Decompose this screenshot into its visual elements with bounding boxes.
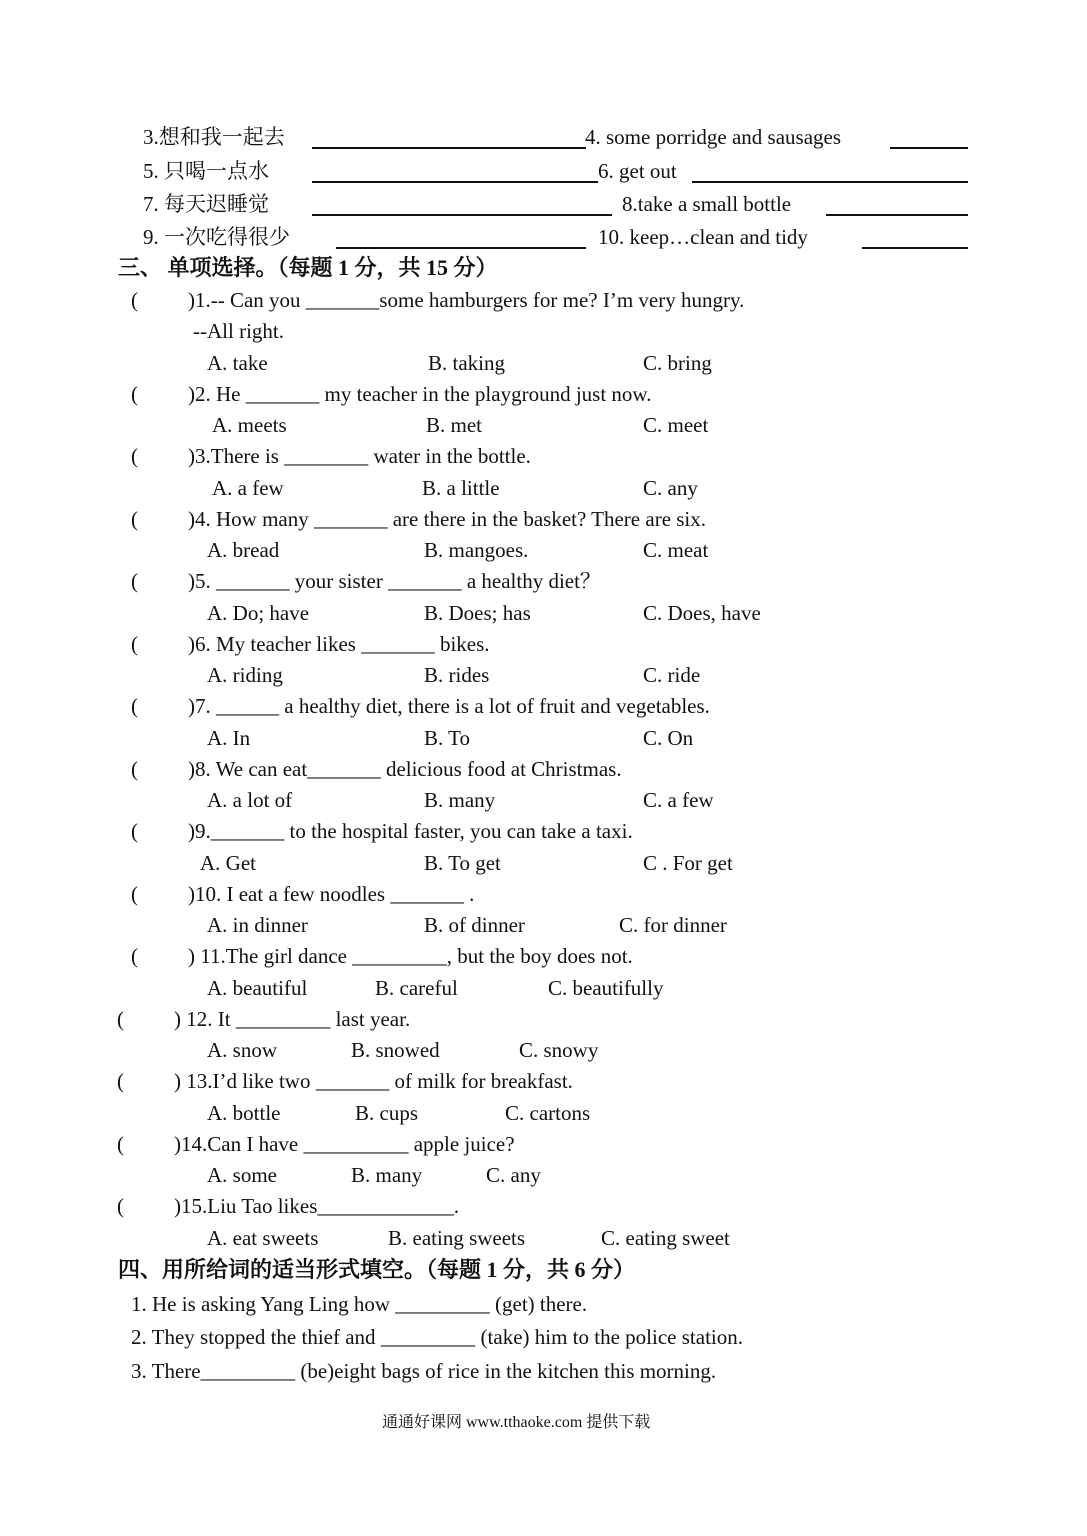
option-b[interactable]: B. Does; has xyxy=(424,601,531,625)
question-stem: )2. He _______ my teacher in the playground just now. xyxy=(188,382,652,406)
option-c[interactable]: C. meet xyxy=(643,413,709,437)
option-c[interactable]: C. beautifully xyxy=(548,976,664,1000)
option-a[interactable]: A. Get xyxy=(200,851,256,875)
question-stem: )3.There is ________ water in the bottle. xyxy=(188,444,531,468)
option-c[interactable]: C. bring xyxy=(643,351,712,375)
question-stem: ) 13.I’d like two _______ of milk for breakfast. xyxy=(174,1069,573,1093)
option-c[interactable]: C. snowy xyxy=(519,1038,599,1062)
answer-line[interactable] xyxy=(336,247,586,249)
question-stem: )5. _______ your sister _______ a healthy diet？ xyxy=(188,569,601,593)
option-a[interactable]: A. eat sweets xyxy=(207,1226,319,1250)
option-b[interactable]: B. many xyxy=(424,788,496,812)
option-c[interactable]: C. Does, have xyxy=(643,601,761,625)
question-stem: )7. ______ a healthy diet, there is a lot of fruit and vegetables. xyxy=(188,694,710,718)
answer-paren[interactable]: ( xyxy=(131,882,138,906)
fill-in-item: 2. They stopped the thief and _________ (take) him to the police station. xyxy=(131,1325,743,1349)
answer-paren[interactable]: ( xyxy=(131,694,138,718)
answer-paren[interactable]: ( xyxy=(117,1007,124,1031)
option-c[interactable]: C. any xyxy=(643,476,698,500)
option-c[interactable]: C. meat xyxy=(643,538,709,562)
answer-paren[interactable]: ( xyxy=(131,444,138,468)
answer-line[interactable] xyxy=(692,181,968,183)
question-stem: )6. My teacher likes _______ bikes. xyxy=(188,632,490,656)
option-b[interactable]: B. a little xyxy=(422,476,500,500)
option-a[interactable]: A. In xyxy=(207,726,251,750)
answer-line[interactable] xyxy=(312,181,598,183)
answer-paren[interactable]: ( xyxy=(117,1132,124,1156)
vocab-item: 3.想和我一起去 xyxy=(143,125,285,149)
option-a[interactable]: A. a few xyxy=(212,476,284,500)
fill-in-item: 1. He is asking Yang Ling how _________ (get) there. xyxy=(131,1292,588,1316)
question-stem: ) 12. It _________ last year. xyxy=(174,1007,411,1031)
vocab-item: 6. get out xyxy=(598,159,677,183)
answer-paren[interactable]: ( xyxy=(131,757,138,781)
page-footer: 通通好课网 www.tthaoke.com 提供下载 xyxy=(382,1414,651,1431)
vocab-item: 8.take a small bottle xyxy=(622,192,792,216)
option-a[interactable]: A. meets xyxy=(212,413,287,437)
answer-paren[interactable]: ( xyxy=(131,944,138,968)
option-c[interactable]: C. On xyxy=(643,726,694,750)
fill-in-item: 3. There_________ (be)eight bags of rice in the kitchen this morning. xyxy=(131,1359,717,1383)
option-b[interactable]: B. snowed xyxy=(351,1038,440,1062)
option-b[interactable]: B. met xyxy=(426,413,482,437)
vocab-item: 7. 每天迟睡觉 xyxy=(143,192,269,216)
question-stem: )4. How many _______ are there in the basket? There are six. xyxy=(188,507,707,531)
option-b[interactable]: B. taking xyxy=(428,351,505,375)
answer-paren[interactable]: ( xyxy=(131,507,138,531)
vocab-item: 4. some porridge and sausages xyxy=(585,125,842,149)
answer-paren[interactable]: ( xyxy=(131,569,138,593)
answer-line[interactable] xyxy=(312,147,586,149)
question-stem: ) 11.The girl dance _________, but the boy does not. xyxy=(188,944,633,968)
answer-paren[interactable]: ( xyxy=(131,632,138,656)
question-stem: )1.-- Can you _______some hamburgers for me? I’m very hungry. xyxy=(188,288,745,312)
option-a[interactable]: A. bottle xyxy=(207,1101,281,1125)
option-a[interactable]: A. bread xyxy=(207,538,280,562)
answer-paren[interactable]: ( xyxy=(117,1069,124,1093)
vocab-item: 9. 一次吃得很少 xyxy=(143,225,290,249)
option-b[interactable]: B. cups xyxy=(355,1101,418,1125)
answer-paren[interactable]: ( xyxy=(117,1194,124,1218)
option-c[interactable]: C. a few xyxy=(643,788,714,812)
question-stem: )14.Can I have __________ apple juice? xyxy=(174,1132,515,1156)
question-stem: )9._______ to the hospital faster, you can take a taxi. xyxy=(188,819,633,843)
option-b[interactable]: B. mangoes. xyxy=(424,538,529,562)
option-c[interactable]: C. for dinner xyxy=(619,913,727,937)
option-a[interactable]: A. riding xyxy=(207,663,283,687)
option-a[interactable]: A. beautiful xyxy=(207,976,308,1000)
option-a[interactable]: A. take xyxy=(207,351,268,375)
answer-line[interactable] xyxy=(312,214,612,216)
answer-paren[interactable]: ( xyxy=(131,819,138,843)
option-c[interactable]: C . For get xyxy=(643,851,733,875)
option-b[interactable]: B. careful xyxy=(375,976,458,1000)
answer-line[interactable] xyxy=(890,147,968,149)
option-a[interactable]: A. Do; have xyxy=(207,601,310,625)
answer-line[interactable] xyxy=(862,247,968,249)
section4-heading: 四、用所给词的适当形式填空。（每题 1 分，共 6 分） xyxy=(118,1257,636,1282)
answer-paren[interactable]: ( xyxy=(131,288,138,312)
option-a[interactable]: A. snow xyxy=(207,1038,278,1062)
option-b[interactable]: B. To xyxy=(424,726,470,750)
section3-heading: 三、 单项选择。（每题 1 分，共 15 分） xyxy=(118,255,498,280)
option-c[interactable]: C. ride xyxy=(643,663,701,687)
option-b[interactable]: B. To get xyxy=(424,851,501,875)
option-b[interactable]: B. many xyxy=(351,1163,423,1187)
answer-paren[interactable]: ( xyxy=(131,382,138,406)
answer-line[interactable] xyxy=(826,214,968,216)
option-c[interactable]: C. any xyxy=(486,1163,541,1187)
option-a[interactable]: A. in dinner xyxy=(207,913,308,937)
option-c[interactable]: C. cartons xyxy=(505,1101,591,1125)
option-c[interactable]: C. eating sweet xyxy=(601,1226,730,1250)
vocab-item: 10. keep…clean and tidy xyxy=(598,225,808,249)
option-b[interactable]: B. eating sweets xyxy=(388,1226,526,1250)
question-stem-continued: --All right. xyxy=(193,319,284,343)
question-stem: )10. I eat a few noodles _______ . xyxy=(188,882,475,906)
option-a[interactable]: A. some xyxy=(207,1163,277,1187)
option-a[interactable]: A. a lot of xyxy=(207,788,293,812)
option-b[interactable]: B. rides xyxy=(424,663,490,687)
vocab-item: 5. 只喝一点水 xyxy=(143,159,269,183)
question-stem: )8. We can eat_______ delicious food at Christmas. xyxy=(188,757,622,781)
option-b[interactable]: B. of dinner xyxy=(424,913,525,937)
question-stem: )15.Liu Tao likes_____________. xyxy=(174,1194,460,1218)
